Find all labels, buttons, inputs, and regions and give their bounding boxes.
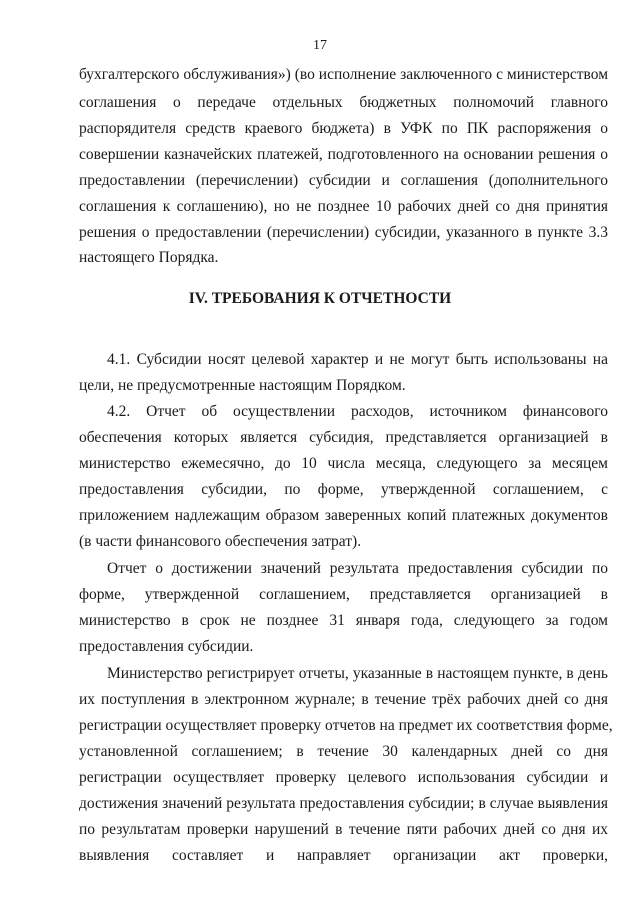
text-line: выявления составляет и направляет организации акт проверки, <box>79 847 608 864</box>
text-line: предоставления субсидии, по форме, утвержденной соглашением, с <box>79 481 608 498</box>
text-line: регистрации осуществляет проверку отчетов на предмет их соответствия форме, <box>79 717 613 734</box>
text-line: соглашения к соглашению), но не позднее 10 рабочих дней со дня принятия <box>79 198 608 215</box>
text-line: Отчет о достижении значений результата предоставления субсидии по <box>107 560 608 577</box>
text-line: бухгалтерского обслуживания») (во исполнение заключенного с министерством <box>79 66 608 83</box>
text-line: их поступления в электронном журнале; в течение трёх рабочих дней со дня <box>79 691 608 708</box>
text-line: по результатам проверки нарушений в течение пяти рабочих дней со дня их <box>79 821 608 838</box>
text-line: соглашения о передаче отдельных бюджетных полномочий главного <box>79 94 608 111</box>
text-line: форме, утвержденной соглашением, представляется организацией в <box>79 586 608 603</box>
text-line: 4.2. Отчет об осуществлении расходов, источником финансового <box>107 403 608 420</box>
text-line: 4.1. Субсидии носят целевой характер и не могут быть использованы на <box>107 351 608 368</box>
page-number: 17 <box>313 38 327 53</box>
text-line: приложением надлежащим образом заверенных копий платежных документов <box>79 507 608 524</box>
text-line: Министерство регистрирует отчеты, указанные в настоящем пункте, в день <box>107 665 608 682</box>
text-line: достижения значений результата предоставления субсидии; в случае выявления <box>79 795 608 812</box>
text-line: предоставления субсидии. <box>79 638 254 655</box>
section-heading: IV. ТРЕБОВАНИЯ К ОТЧЕТНОСТИ <box>188 290 452 307</box>
text-line: (в части финансового обеспечения затрат). <box>79 533 362 550</box>
text-line: министерство ежемесячно, до 10 числа месяца, следующего за месяцем <box>79 455 608 472</box>
text-line: министерство в срок не позднее 31 января года, следующего за годом <box>79 612 608 629</box>
text-line: установленной соглашением; в течение 30 календарных дней со дня <box>79 743 608 760</box>
text-line: предоставлении (перечислении) субсидии и соглашения (дополнительного <box>79 172 608 189</box>
text-line: решения о предоставлении (перечислении) субсидии, указанного в пункте 3.3 <box>79 224 608 241</box>
text-line: совершении казначейских платежей, подготовленного на основании решения о <box>79 146 608 163</box>
text-line: обеспечения которых является субсидия, представляется организацией в <box>79 429 608 446</box>
text-line: цели, не предусмотренные настоящим Порядком. <box>79 377 406 394</box>
text-line: настоящего Порядка. <box>79 249 219 266</box>
text-line: регистрации осуществляет проверку целевого использования субсидии и <box>79 769 608 786</box>
text-line: распорядителя средств краевого бюджета) в УФК по ПК распоряжения о <box>79 120 608 137</box>
